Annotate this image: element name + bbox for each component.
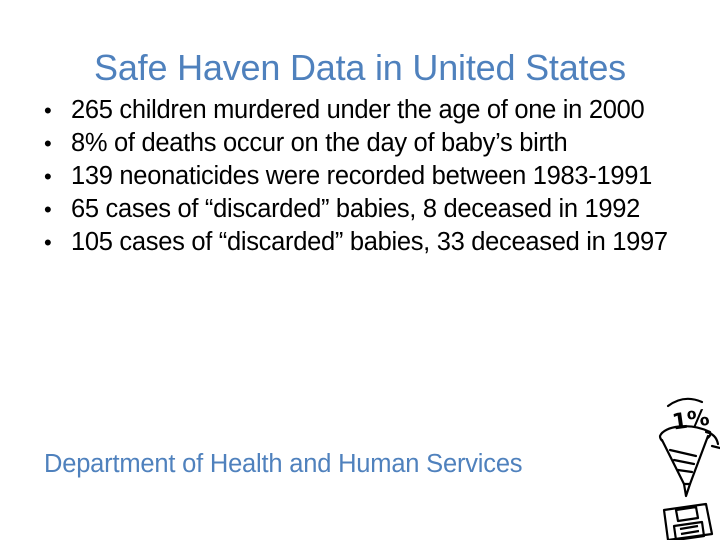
percent-label: 1% — [670, 405, 712, 436]
bullet-item — [44, 193, 674, 226]
clipart-graphic — [650, 392, 720, 540]
bullet-icon: • — [44, 164, 52, 189]
percent-funnel-icon — [660, 399, 720, 496]
source-attribution: Department of Health and Human Services — [44, 450, 523, 478]
bullet-icon: • — [44, 197, 52, 222]
bullet-text: 105 cases of “discarded” babies, 33 deceased in 1997 — [71, 228, 668, 256]
bullet-item — [44, 94, 674, 127]
floppy-disk-icon — [664, 504, 712, 540]
bullet-icon: • — [44, 98, 52, 123]
bullet-icon: • — [44, 131, 52, 156]
bullet-text: 139 neonaticides were recorded between 1983-1991 — [71, 162, 653, 190]
bullet-item — [44, 160, 674, 193]
bullet-text: 65 cases of “discarded” babies, 8 deceased in 1992 — [71, 195, 641, 223]
bullet-item — [44, 226, 674, 259]
bullet-icon: • — [44, 230, 52, 255]
bullet-text: 8% of deaths occur on the day of baby’s birth — [71, 129, 568, 157]
bullet-list — [44, 94, 674, 259]
bullet-item — [44, 127, 674, 160]
slide-title: Safe Haven Data in United States — [94, 47, 626, 88]
bullet-text: 265 children murdered under the age of one in 2000 — [71, 96, 645, 124]
